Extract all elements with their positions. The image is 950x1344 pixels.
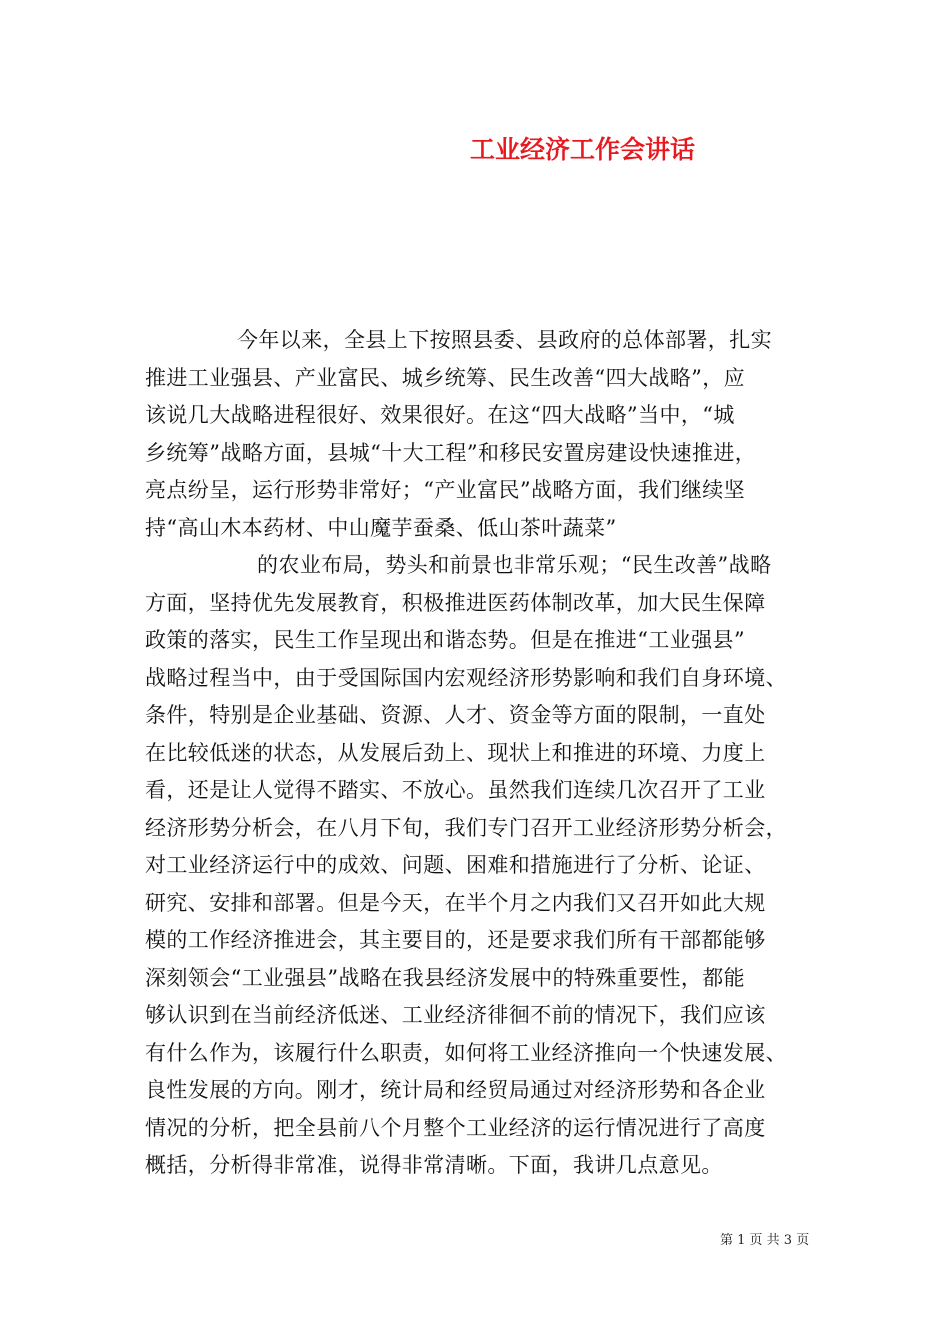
body-line: 模的工作经济推进会，其主要目的，还是要求我们所有干部都能够 bbox=[145, 928, 766, 952]
body-line: 该说几大战略进程很好、效果很好。在这“四大战略”当中，“城 bbox=[145, 403, 735, 427]
body-line: 在比较低迷的状态，从发展后劲上、现状上和推进的环境、力度上 bbox=[145, 740, 766, 765]
document-title: 工业经济工作会讲话 bbox=[470, 135, 696, 164]
body-line: 政策的落实，民生工作呈现出和谐态势。但是在推进“工业强县” bbox=[145, 628, 746, 652]
body-line: 持“高山木本药材、中山魔芋蚕桑、低山茶叶蔬菜” bbox=[145, 515, 617, 540]
body-line: 良性发展的方向。刚才，统计局和经贸局通过对经济形势和各企业 bbox=[145, 1078, 766, 1102]
body-line: 乡统筹”战略方面，县城“十大工程”和移民安置房建设快速推进， bbox=[145, 440, 757, 465]
body-line: 条件，特别是企业基础、资源、人才、资金等方面的限制，一直处 bbox=[145, 703, 766, 727]
body-line: 概括，分析得非常准，说得非常清晰。下面，我讲几点意见。 bbox=[145, 1153, 723, 1177]
body-line: 的农业布局，势头和前景也非常乐观；“民生改善”战略 bbox=[257, 553, 772, 577]
body-line: 对工业经济运行中的成效、问题、困难和措施进行了分析、论证、 bbox=[145, 853, 766, 877]
body-line: 有什么作为，该履行什么职责，如何将工业经济推向一个快速发展、 bbox=[145, 1040, 787, 1065]
page-number-footer: 第 1 页 共 3 页 bbox=[720, 1233, 810, 1248]
body-line: 研究、安排和部署。但是今天，在半个月之内我们又召开如此大规 bbox=[145, 890, 766, 915]
document-body bbox=[145, 322, 830, 1185]
body-line: 今年以来，全县上下按照县委、县政府的总体部署，扎实 bbox=[237, 328, 772, 352]
body-line: 亮点纷呈，运行形势非常好；“产业富民”战略方面，我们继续坚 bbox=[145, 478, 746, 502]
body-line: 看，还是让人觉得不踏实、不放心。虽然我们连续几次召开了工业 bbox=[145, 778, 766, 802]
body-line: 情况的分析，把全县前八个月整个工业经济的运行情况进行了高度 bbox=[145, 1115, 766, 1140]
body-line: 经济形势分析会，在八月下旬，我们专门召开工业经济形势分析会， bbox=[145, 815, 787, 840]
body-line: 战略过程当中，由于受国际国内宏观经济形势影响和我们自身环境、 bbox=[145, 665, 787, 690]
body-line: 方面，坚持优先发展教育，积极推进医药体制改革，加大民生保障 bbox=[145, 590, 766, 615]
body-line: 推进工业强县、产业富民、城乡统筹、民生改善“四大战略”，应 bbox=[145, 365, 746, 390]
body-line: 够认识到在当前经济低迷、工业经济徘徊不前的情况下，我们应该 bbox=[145, 1003, 766, 1027]
body-line: 深刻领会“工业强县”战略在我县经济发展中的特殊重要性，都能 bbox=[145, 965, 746, 990]
